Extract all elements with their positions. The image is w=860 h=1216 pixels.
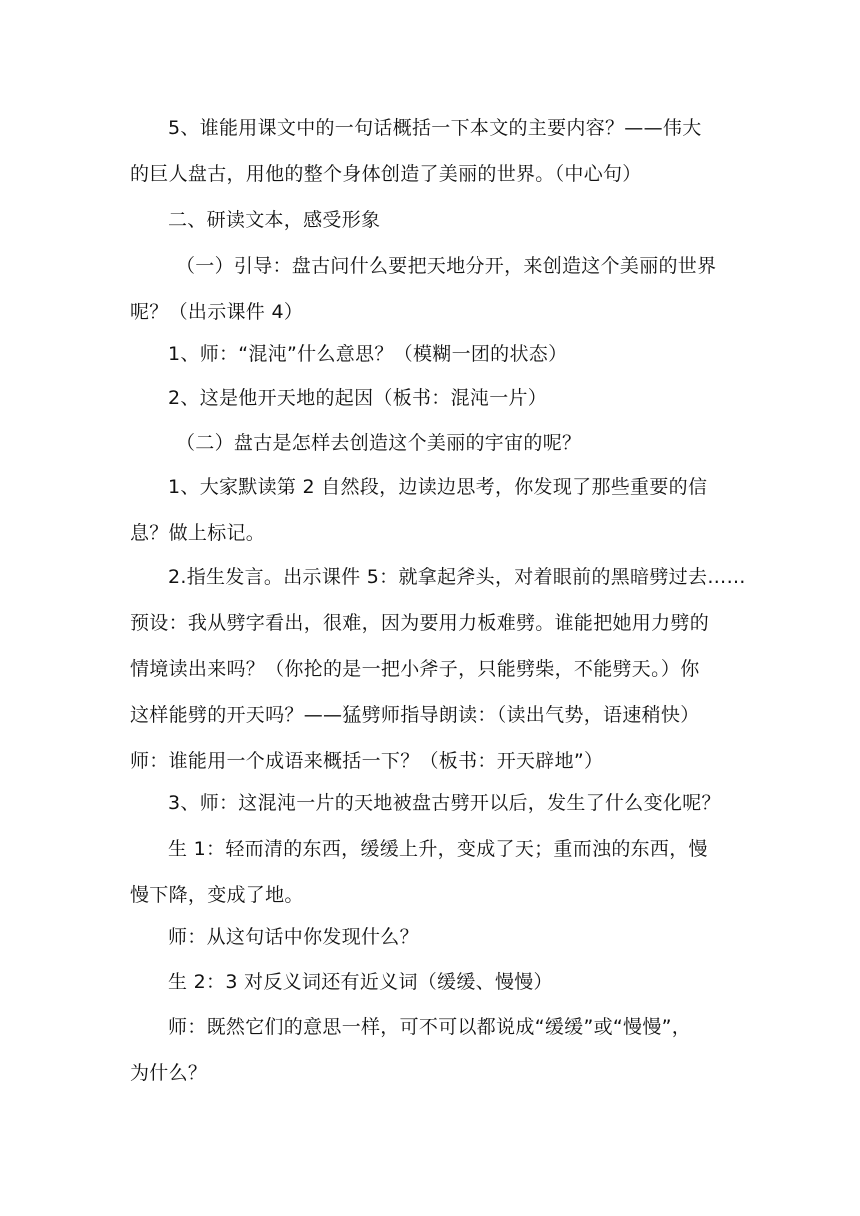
text-line: 1、师：“混沌”什么意思？（模糊一团的状态） [168,343,568,365]
text-line: 二、研读文本，感受形象 [168,209,381,231]
text-line: 师：谁能用一个成语来概括一下？（板书：开天辟地”） [130,750,604,772]
paragraph-summary-question [130,105,730,197]
text-line: 3、师：这混沌一片的天地被盘古劈开以后，发生了什么变化呢？ [168,792,721,814]
paragraph-teacher-question [130,914,730,960]
paragraph-how-created [130,420,730,466]
text-line: 师：从这句话中你发现什么？ [168,926,419,948]
text-line: 预设：我从劈字看出，很难，因为要用力板难劈。谁能把她用力劈的 [130,612,710,634]
text-line: 师：既然它们的意思一样，可不可以都说成“缓缓”或“慢慢”， [168,1016,692,1038]
text-line: 为什么？ [130,1062,208,1084]
text-line: 5、谁能用课文中的一句话概括一下本文的主要内容？——伟大 [168,117,702,139]
paragraph-student-speech [130,554,746,784]
paragraph-chaos-meaning [130,331,730,377]
text-line: 的巨人盘古，用他的整个身体创造了美丽的世界。（中心句） [130,163,642,185]
paragraph-what-changed [130,780,730,826]
paragraph-student-2 [130,959,730,1005]
text-line: 1、大家默读第 2 自然段，边读边思考，你发现了那些重要的信 [168,476,708,498]
paragraph-origin [130,375,730,421]
text-line: 呢？（出示课件 4） [130,301,304,323]
text-line: 慢下降，变成了地。 [130,884,304,906]
text-line: （二）盘古是怎样去创造这个美丽的宇宙的呢？ [176,432,582,454]
text-line: 2、这是他开天地的起因（板书：混沌一片） [168,387,548,409]
paragraph-teacher-why [130,1004,730,1096]
text-line: （一）引导：盘古问什么要把天地分开，来创造这个美丽的世界 [176,255,717,277]
text-line: 2.指生发言。出示课件 5：就拿起斧头，对着眼前的黑暗劈过去…… [168,566,746,588]
section-heading-study-text [130,197,730,243]
paragraph-silent-reading [130,464,730,556]
text-line: 生 2：3 对反义词还有近义词（缓缓、慢慢） [168,971,553,993]
text-line: 生 1：轻而清的东西，缓缓上升，变成了天；重而浊的东西，慢 [168,838,708,860]
text-line: 这样能劈的开天吗？——猛劈师指导朗读：（读出气势，语速稍快） [130,704,700,726]
paragraph-student-1 [130,826,730,918]
paragraph-guide-question [130,243,730,335]
text-line: 情境读出来吗？（你抡的是一把小斧子，只能劈柴，不能劈天。）你 [130,658,700,680]
text-line: 息？做上标记。 [130,522,266,544]
